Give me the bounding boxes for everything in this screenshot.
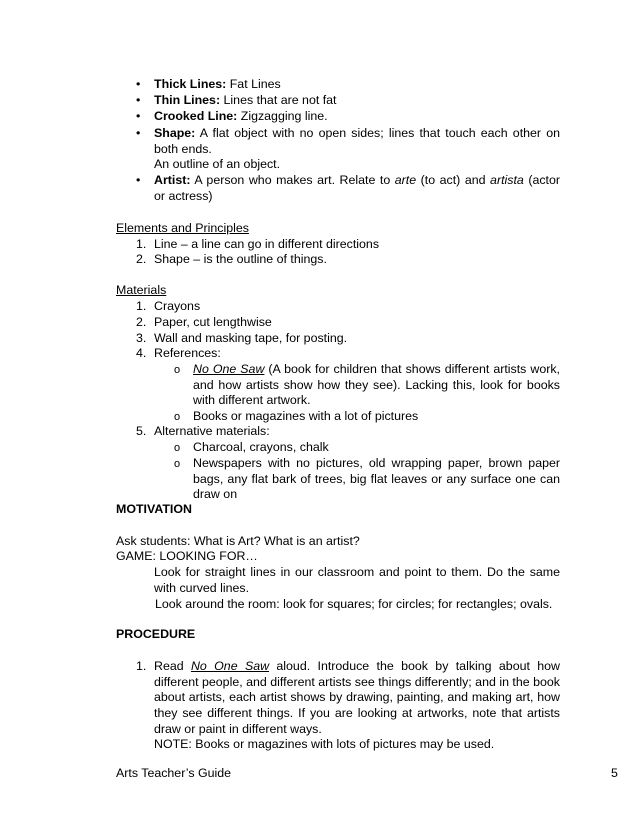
motivation-para: Look around the room: look for squares; for circles; for rectangles; ovals. — [155, 597, 553, 611]
definition-crooked-line: Crooked Line: Zigzagging line. — [154, 109, 328, 123]
footer-title: Arts Teacher’s Guide — [116, 766, 232, 780]
materials-heading: Materials — [116, 283, 167, 297]
list-number: 4. — [136, 346, 147, 360]
bullet: • — [136, 93, 141, 107]
definition-thick-lines: Thick Lines: Fat Lines — [154, 77, 281, 91]
definition-artist: Artist: A person who makes art. Relate to arte (to act) and artista (actor or actress) — [154, 173, 560, 203]
list-number: 2. — [136, 252, 147, 266]
definition-thin-lines: Thin Lines: Lines that are not fat — [154, 93, 337, 107]
sub-bullet: o — [174, 442, 181, 454]
list-item: Paper, cut lengthwise — [154, 315, 272, 329]
bullet: • — [136, 126, 141, 140]
list-item: Crayons — [154, 299, 201, 313]
list-number: 1. — [136, 659, 147, 673]
procedure-step: Read No One Saw aloud. Introduce the book by talking about how different people, and different artists see things differently; and in the book about artists, each artist shows by drawing, painting, and making art, how they see different things. If you are looking at artworks, note that artists draw or paint in different ways. — [154, 659, 560, 736]
procedure-note: NOTE: Books or magazines with lots of pictures may be used. — [154, 737, 495, 751]
reference-no-one-saw: No One Saw (A book for children that shows different artists work, and how artists show how they see). Lacking this, look for books with different artwork. — [193, 362, 560, 408]
motivation-para: Look for straight lines in our classroom and point to them. Do the same with curved lines. — [154, 565, 560, 595]
procedure-heading: PROCEDURE — [116, 627, 196, 641]
definition-shape: Shape: A flat object with no open sides; lines that touch each other on both ends. — [154, 126, 560, 156]
sub-bullet: o — [174, 411, 181, 423]
sub-bullet: o — [174, 458, 181, 470]
page-number: 5 — [611, 766, 618, 780]
bullet: • — [136, 109, 141, 123]
motivation-heading: MOTIVATION — [116, 502, 192, 516]
list-item: Wall and masking tape, for posting. — [154, 331, 348, 345]
list-item: Shape – is the outline of things. — [154, 252, 327, 266]
reference-books: Books or magazines with a lot of pictures — [193, 409, 419, 423]
list-number: 1. — [136, 237, 147, 251]
sub-bullet: o — [174, 364, 181, 376]
list-number: 1. — [136, 299, 147, 313]
motivation-line: Ask students: What is Art? What is an artist? — [116, 534, 360, 548]
alternative-item: Charcoal, crayons, chalk — [193, 440, 329, 454]
list-item: References: — [154, 346, 221, 360]
alternative-item: Newspapers with no pictures, old wrapping paper, brown paper bags, any flat bark of trees, big flat leaves or any surface one can draw on — [193, 456, 560, 502]
list-number: 5. — [136, 424, 147, 438]
motivation-game: GAME: LOOKING FOR… — [116, 549, 258, 563]
list-number: 3. — [136, 331, 147, 345]
list-item: Line – a line can go in different directions — [154, 237, 380, 251]
elements-heading: Elements and Principles — [116, 221, 249, 235]
bullet: • — [136, 173, 141, 187]
bullet: • — [136, 77, 141, 91]
list-item: Alternative materials: — [154, 424, 270, 438]
definition-shape-extra: An outline of an object. — [154, 157, 281, 171]
list-number: 2. — [136, 315, 147, 329]
